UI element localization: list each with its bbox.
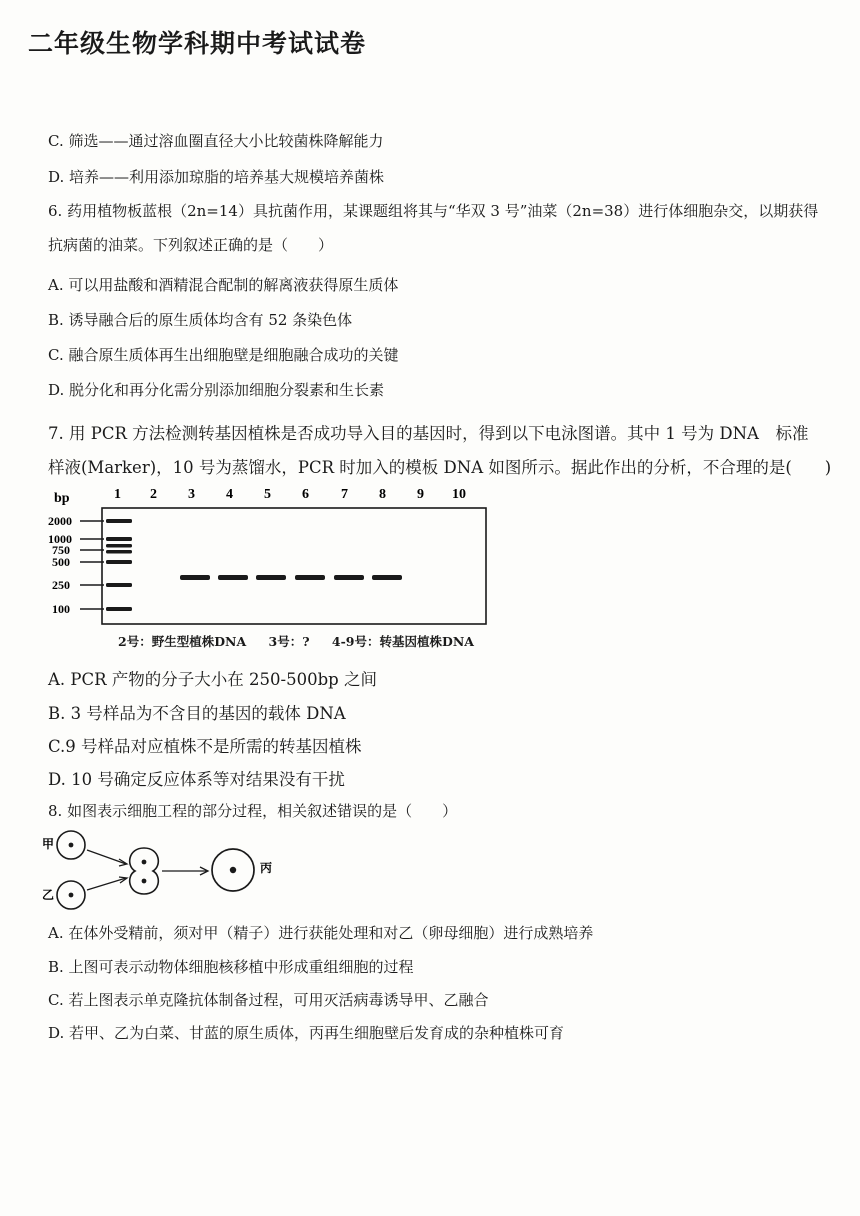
q6-stem-line1: 6. 药用植物板蓝根（2n=14）具抗菌作用，某课题组将其与“华双 3 号”油菜（2n=38）进行体细胞杂交，以期获得 bbox=[48, 202, 819, 220]
cell-yi-nucleus bbox=[69, 893, 74, 898]
marker-label: 750 bbox=[52, 543, 70, 557]
gel-frame bbox=[102, 508, 486, 624]
q7-option-c: C.9 号样品对应植株不是所需的转基因植株 bbox=[48, 737, 362, 756]
sample-bands bbox=[180, 575, 402, 580]
fused-cell-nucleus bbox=[142, 879, 147, 884]
q8-option-a: A. 在体外受精前，须对甲（精子）进行获能处理和对乙（卵母细胞）进行成熟培养 bbox=[48, 924, 594, 942]
q8-option-c: C. 若上图表示单克隆抗体制备过程，可用灭活病毒诱导甲、乙融合 bbox=[48, 991, 489, 1009]
cell-jia-nucleus bbox=[69, 843, 74, 848]
marker-band bbox=[106, 560, 132, 564]
sample-band bbox=[180, 575, 210, 580]
q8-option-b: B. 上图可表示动物体细胞核移植中形成重组细胞的过程 bbox=[48, 958, 414, 976]
cell-label-jia: 甲 bbox=[42, 837, 55, 851]
sample-band bbox=[256, 575, 286, 580]
fused-cell bbox=[130, 848, 159, 894]
q6-option-b: B. 诱导融合后的原生质体均含有 52 条染色体 bbox=[48, 311, 353, 329]
marker-band bbox=[106, 519, 132, 523]
q7-stem-line2: 样液(Marker)，10 号为蒸馏水，PCR 时加入的模板 DNA 如图所示。据此作出的分析，不合理的是( ) bbox=[48, 458, 832, 477]
gel-lane-labels bbox=[114, 487, 466, 502]
cell-label-bing: 丙 bbox=[260, 861, 273, 875]
cell-bing-nucleus bbox=[230, 867, 236, 873]
q7-option-d: D. 10 号确定反应体系等对结果没有干扰 bbox=[48, 770, 345, 789]
q6-option-d: D. 脱分化和再分化需分别添加细胞分裂素和生长素 bbox=[48, 381, 385, 399]
gel-caption-lanes4to9: 4-9号：转基因植株DNA bbox=[331, 634, 474, 649]
sample-band bbox=[372, 575, 402, 580]
q7-option-b: B. 3 号样品为不含目的基因的载体 DNA bbox=[48, 704, 346, 723]
marker-band bbox=[106, 583, 132, 587]
marker-band bbox=[106, 550, 132, 554]
marker-label: 1000 bbox=[48, 532, 72, 546]
lane-label: 4 bbox=[226, 487, 233, 502]
sample-band bbox=[334, 575, 364, 580]
marker-size-labels bbox=[48, 514, 72, 616]
electrophoresis-figure bbox=[44, 486, 494, 654]
q5-option-d: D. 培养——利用添加琼脂的培养基大规模培养菌株 bbox=[48, 168, 385, 186]
marker-label: 500 bbox=[52, 555, 70, 569]
lane-label: 3 bbox=[188, 487, 195, 502]
q7-option-a: A. PCR 产物的分子大小在 250-500bp 之间 bbox=[48, 670, 377, 689]
marker-band bbox=[106, 607, 132, 611]
sample-band bbox=[218, 575, 248, 580]
marker-band bbox=[106, 544, 132, 548]
marker-label: 2000 bbox=[48, 514, 72, 528]
marker-label: 250 bbox=[52, 578, 70, 592]
cell-fusion-diagram bbox=[40, 826, 300, 916]
marker-band bbox=[106, 537, 132, 541]
page-title: 二年级生物学科期中考试试卷 bbox=[28, 29, 367, 58]
q6-option-c: C. 融合原生质体再生出细胞壁是细胞融合成功的关键 bbox=[48, 346, 399, 364]
q5-option-c: C. 筛选——通过溶血圈直径大小比较菌株降解能力 bbox=[48, 132, 384, 150]
gel-caption-lane2: 2号：野生型植株DNA bbox=[118, 634, 247, 649]
marker-lane-bands bbox=[106, 519, 132, 611]
cell-label-yi: 乙 bbox=[42, 888, 55, 902]
lane-label: 5 bbox=[264, 487, 271, 502]
q8-stem: 8. 如图表示细胞工程的部分过程，相关叙述错误的是（ ） bbox=[48, 802, 458, 820]
lane-label: 6 bbox=[302, 487, 309, 502]
marker-label: 100 bbox=[52, 602, 70, 616]
sample-band bbox=[295, 575, 325, 580]
q6-option-a: A. 可以用盐酸和酒精混合配制的解离液获得原生质体 bbox=[48, 276, 399, 294]
gel-caption bbox=[118, 632, 492, 650]
lane-label: 1 bbox=[114, 487, 121, 502]
fused-cell-nucleus bbox=[142, 860, 147, 865]
q7-stem-line1: 7. 用 PCR 方法检测转基因植株是否成功导入目的基因时，得到以下电泳图谱。其中 1 号为 DNA 标准 bbox=[48, 424, 809, 443]
lane-label: 7 bbox=[341, 487, 348, 502]
q6-stem-line2: 抗病菌的油菜。下列叙述正确的是（ ） bbox=[48, 236, 334, 254]
lane-label: 10 bbox=[452, 487, 466, 502]
lane-label: 9 bbox=[417, 487, 424, 502]
marker-pointer-lines bbox=[80, 521, 104, 609]
gel-caption-lane3: 3号：? bbox=[268, 634, 310, 649]
q8-option-d: D. 若甲、乙为白菜、甘蓝的原生质体，丙再生细胞壁后发育成的杂种植株可育 bbox=[48, 1024, 565, 1042]
arrow-icon bbox=[87, 850, 208, 890]
lane-label: 8 bbox=[379, 487, 386, 502]
lane-label: 2 bbox=[150, 487, 157, 502]
gel-unit-label: bp bbox=[54, 491, 70, 506]
